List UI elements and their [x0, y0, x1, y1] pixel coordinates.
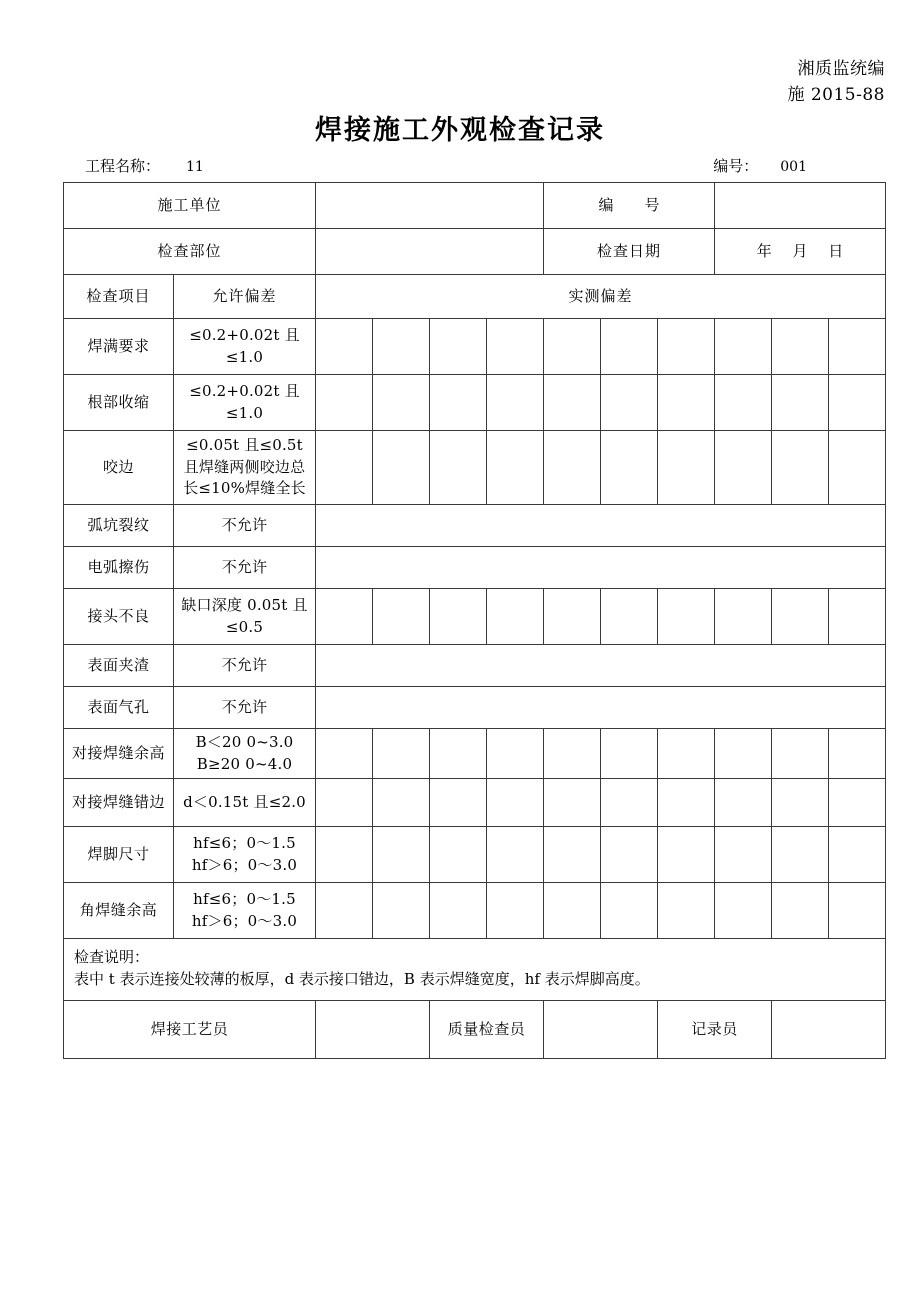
measure-cell[interactable] [316, 827, 373, 883]
table-row [64, 645, 886, 687]
row-item-label: 咬边 [64, 431, 174, 505]
measure-cell[interactable] [829, 589, 886, 645]
measure-cell[interactable] [601, 827, 658, 883]
quality-inspector-label: 质量检查员 [430, 1001, 544, 1059]
measure-cell[interactable] [715, 375, 772, 431]
inspection-position-label: 检查部位 [64, 229, 316, 275]
measure-cell[interactable] [430, 589, 487, 645]
notes-body: 表中 t 表示连接处较薄的板厚，d 表示接口错边，B 表示焊缝宽度，hf 表示焊脚高度。 [74, 969, 650, 988]
measure-cell[interactable] [544, 589, 601, 645]
measure-cell[interactable] [772, 589, 829, 645]
measure-cell[interactable] [601, 779, 658, 827]
measure-cell[interactable] [658, 827, 715, 883]
row-item-label: 根部收缩 [64, 375, 174, 431]
row-item-label: 角焊缝余高 [64, 883, 174, 939]
row-item-label: 对接焊缝错边 [64, 779, 174, 827]
measure-cell-merged[interactable] [316, 505, 886, 547]
inspection-date-value[interactable]: 年 月 日 [715, 229, 886, 275]
row-tolerance: d＜0.15t 且≤2.0 [174, 779, 316, 827]
measure-cell[interactable] [544, 729, 601, 779]
project-name-label: 工程名称： [85, 157, 161, 175]
measure-cell[interactable] [658, 779, 715, 827]
inspection-table [63, 182, 886, 1059]
notes-title: 检查说明： [74, 947, 150, 966]
recorder-value[interactable] [772, 1001, 886, 1059]
measure-cell[interactable] [772, 827, 829, 883]
measure-cell[interactable] [658, 375, 715, 431]
measure-cell[interactable] [430, 779, 487, 827]
table-row [64, 589, 886, 645]
measure-cell[interactable] [658, 883, 715, 939]
row-item-label: 接头不良 [64, 589, 174, 645]
number-value[interactable] [715, 183, 886, 229]
measure-cell[interactable] [601, 729, 658, 779]
measure-cell[interactable] [829, 827, 886, 883]
row-tolerance: ≤0.2+0.02t 且 ≤1.0 [174, 375, 316, 431]
measure-cell[interactable] [316, 431, 373, 505]
row-tolerance: hf≤6；0～1.5 hf＞6；0～3.0 [174, 827, 316, 883]
row-tolerance: ≤0.05t 且≤0.5t 且焊缝两侧咬边总 长≤10%焊缝全长 [174, 431, 316, 505]
measure-cell[interactable] [829, 883, 886, 939]
measure-cell[interactable] [601, 883, 658, 939]
measure-cell[interactable] [829, 779, 886, 827]
table-row [64, 779, 886, 827]
measure-cell[interactable] [715, 431, 772, 505]
notes-row [64, 939, 886, 1001]
row-item-label: 焊脚尺寸 [64, 827, 174, 883]
measure-cell[interactable] [772, 319, 829, 375]
measure-cell[interactable] [544, 375, 601, 431]
measure-cell[interactable] [829, 319, 886, 375]
measure-cell[interactable] [715, 779, 772, 827]
inspection-notes [64, 939, 886, 1001]
inspection-table-body [64, 183, 886, 1059]
page-title: 焊接施工外观检查记录 [315, 115, 605, 146]
measure-cell[interactable] [430, 827, 487, 883]
form-code-block [787, 56, 885, 109]
measure-cell[interactable] [487, 779, 544, 827]
measure-cell[interactable] [772, 779, 829, 827]
table-row [64, 729, 886, 779]
measure-cell[interactable] [772, 431, 829, 505]
row-tolerance: hf≤6；0～1.5 hf＞6；0～3.0 [174, 883, 316, 939]
table-row [64, 375, 886, 431]
signature-row [64, 1001, 886, 1059]
row-tolerance: 不允许 [174, 645, 316, 687]
measure-cell[interactable] [487, 375, 544, 431]
measure-cell[interactable] [316, 883, 373, 939]
measure-cell-merged[interactable] [316, 547, 886, 589]
measure-cell[interactable] [544, 319, 601, 375]
row-tolerance: ≤0.2+0.02t 且 ≤1.0 [174, 319, 316, 375]
measure-cell[interactable] [544, 883, 601, 939]
column-header-row [64, 275, 886, 319]
construction-unit-label: 施工单位 [64, 183, 316, 229]
row-item-label: 电弧擦伤 [64, 547, 174, 589]
measure-cell[interactable] [487, 589, 544, 645]
row-tolerance: B＜20 0~3.0 B≥20 0~4.0 [174, 729, 316, 779]
measure-cell[interactable] [373, 779, 430, 827]
table-row [64, 505, 886, 547]
row-item-label: 表面夹渣 [64, 645, 174, 687]
measure-cell[interactable] [715, 883, 772, 939]
row-tolerance: 不允许 [174, 547, 316, 589]
measure-cell[interactable] [373, 729, 430, 779]
measure-cell[interactable] [430, 375, 487, 431]
info-row-inspection-position [64, 229, 886, 275]
serial-number-value[interactable]: 001 [780, 159, 807, 175]
header-measured: 实测偏差 [316, 275, 886, 319]
measure-cell[interactable] [430, 431, 487, 505]
inspection-date-label: 检查日期 [544, 229, 715, 275]
header-item: 检查项目 [64, 275, 174, 319]
measure-cell[interactable] [487, 431, 544, 505]
info-row-construction-unit [64, 183, 886, 229]
measure-cell[interactable] [829, 431, 886, 505]
measure-cell[interactable] [715, 827, 772, 883]
row-tolerance: 不允许 [174, 505, 316, 547]
measure-cell[interactable] [601, 375, 658, 431]
measure-cell[interactable] [373, 827, 430, 883]
measure-cell[interactable] [658, 589, 715, 645]
row-tolerance: 缺口深度 0.05t 且 ≤0.5 [174, 589, 316, 645]
measure-cell[interactable] [715, 589, 772, 645]
measure-cell[interactable] [316, 375, 373, 431]
measure-cell[interactable] [373, 589, 430, 645]
measure-cell[interactable] [316, 319, 373, 375]
measure-cell[interactable] [772, 883, 829, 939]
meta-row [63, 155, 885, 179]
measure-cell[interactable] [487, 883, 544, 939]
table-row [64, 883, 886, 939]
measure-cell[interactable] [601, 431, 658, 505]
inspection-position-value[interactable] [316, 229, 544, 275]
measure-cell[interactable] [430, 883, 487, 939]
measure-cell[interactable] [316, 779, 373, 827]
measure-cell[interactable] [544, 431, 601, 505]
row-item-label: 对接焊缝余高 [64, 729, 174, 779]
project-name-value[interactable]: 11 [186, 159, 204, 175]
serial-number-label: 编号： [713, 157, 759, 175]
table-row [64, 827, 886, 883]
measure-cell[interactable] [544, 827, 601, 883]
project-name-field [85, 155, 204, 176]
measure-cell[interactable] [715, 319, 772, 375]
measure-cell[interactable] [430, 729, 487, 779]
measure-cell[interactable] [373, 375, 430, 431]
measure-cell[interactable] [544, 779, 601, 827]
row-item-label: 表面气孔 [64, 687, 174, 729]
measure-cell[interactable] [601, 319, 658, 375]
serial-number-field [713, 155, 807, 176]
measure-cell[interactable] [601, 589, 658, 645]
quality-inspector-value[interactable] [544, 1001, 658, 1059]
row-tolerance: 不允许 [174, 687, 316, 729]
number-label: 编 号 [544, 183, 715, 229]
welding-technician-value[interactable] [316, 1001, 430, 1059]
row-item-label: 弧坑裂纹 [64, 505, 174, 547]
measure-cell[interactable] [658, 431, 715, 505]
table-row [64, 687, 886, 729]
measure-cell[interactable] [373, 883, 430, 939]
measure-cell[interactable] [430, 319, 487, 375]
measure-cell[interactable] [829, 729, 886, 779]
row-item-label: 焊满要求 [64, 319, 174, 375]
measure-cell[interactable] [715, 729, 772, 779]
form-code-line-2: 施 2015-88 [787, 85, 885, 106]
measure-cell[interactable] [772, 729, 829, 779]
measure-cell-merged[interactable] [316, 645, 886, 687]
measure-cell[interactable] [487, 827, 544, 883]
measure-cell[interactable] [487, 319, 544, 375]
table-row [64, 431, 886, 505]
measure-cell[interactable] [658, 319, 715, 375]
recorder-label: 记录员 [658, 1001, 772, 1059]
table-row [64, 547, 886, 589]
measure-cell[interactable] [316, 729, 373, 779]
measure-cell[interactable] [373, 319, 430, 375]
measure-cell[interactable] [316, 589, 373, 645]
measure-cell[interactable] [829, 375, 886, 431]
form-code-line-1: 湘质监统编 [797, 59, 885, 79]
measure-cell[interactable] [658, 729, 715, 779]
measure-cell[interactable] [373, 431, 430, 505]
measure-cell[interactable] [772, 375, 829, 431]
welding-technician-label: 焊接工艺员 [64, 1001, 316, 1059]
header-tolerance: 允许偏差 [174, 275, 316, 319]
construction-unit-value[interactable] [316, 183, 544, 229]
measure-cell[interactable] [487, 729, 544, 779]
measure-cell-merged[interactable] [316, 687, 886, 729]
table-row [64, 319, 886, 375]
